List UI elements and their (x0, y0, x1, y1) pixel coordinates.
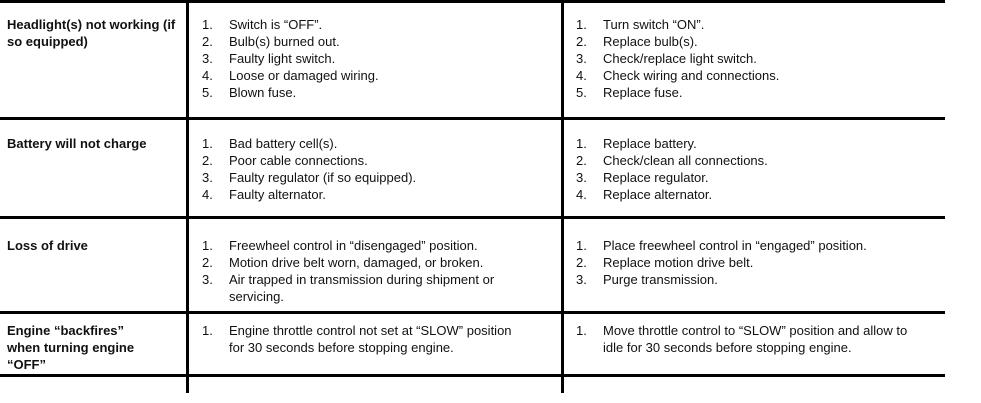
remedy-list (576, 237, 936, 288)
remedy-list (576, 16, 936, 101)
row-divider (0, 0, 945, 3)
remedy-item: 1. Replace battery. (576, 136, 697, 151)
cause-item: 3. Air trapped in transmission during shipment or servicing. (202, 272, 495, 304)
remedy-item: 1. Turn switch “ON”. (576, 17, 705, 32)
remedy-item: 1. Move throttle control to “SLOW” position and allow to idle for 30 seconds before stopping engine. (576, 323, 908, 355)
problem-label: Battery will not charge (7, 136, 147, 151)
remedy-item: 3. Replace regulator. (576, 170, 709, 185)
cause-list (202, 135, 552, 203)
problem-label: Engine “backfires” when turning engine “OFF” (7, 323, 135, 372)
cause-list (202, 237, 552, 305)
column-divider (561, 0, 564, 393)
cause-item: 1. Switch is “OFF”. (202, 17, 323, 32)
remedy-item: 2. Replace bulb(s). (576, 34, 698, 49)
remedy-list (576, 135, 936, 203)
row-divider (0, 216, 945, 219)
row-divider (0, 374, 945, 377)
problem-label: Loss of drive (7, 238, 88, 253)
remedy-item: 1. Place freewheel control in “engaged” position. (576, 238, 867, 253)
cause-list (202, 322, 552, 356)
cause-item: 3. Faulty light switch. (202, 51, 336, 66)
remedy-item: 2. Replace motion drive belt. (576, 255, 754, 270)
cause-item: 5. Blown fuse. (202, 85, 297, 100)
column-divider (186, 0, 189, 393)
row-divider (0, 311, 945, 314)
cause-item: 1. Engine throttle control not set at “SLOW” position for 30 seconds before stopping engine. (202, 323, 512, 355)
cause-list (202, 16, 552, 101)
remedy-item: 5. Replace fuse. (576, 85, 683, 100)
remedy-item: 4. Check wiring and connections. (576, 68, 780, 83)
remedy-item: 2. Check/clean all connections. (576, 153, 768, 168)
cause-item: 1. Freewheel control in “disengaged” position. (202, 238, 478, 253)
remedy-item: 3. Check/replace light switch. (576, 51, 757, 66)
cause-item: 3. Faulty regulator (if so equipped). (202, 170, 417, 185)
problem-label: Headlight(s) not working (if so equipped) (7, 17, 176, 49)
cause-item: 2. Bulb(s) burned out. (202, 34, 340, 49)
remedy-item: 4. Replace alternator. (576, 187, 713, 202)
cause-item: 1. Bad battery cell(s). (202, 136, 338, 151)
remedy-item: 3. Purge transmission. (576, 272, 718, 287)
cause-item: 2. Motion drive belt worn, damaged, or broken. (202, 255, 484, 270)
remedy-list (576, 322, 936, 356)
cause-item: 2. Poor cable connections. (202, 153, 368, 168)
cause-item: 4. Loose or damaged wiring. (202, 68, 379, 83)
row-divider (0, 117, 945, 120)
cause-item: 4. Faulty alternator. (202, 187, 326, 202)
